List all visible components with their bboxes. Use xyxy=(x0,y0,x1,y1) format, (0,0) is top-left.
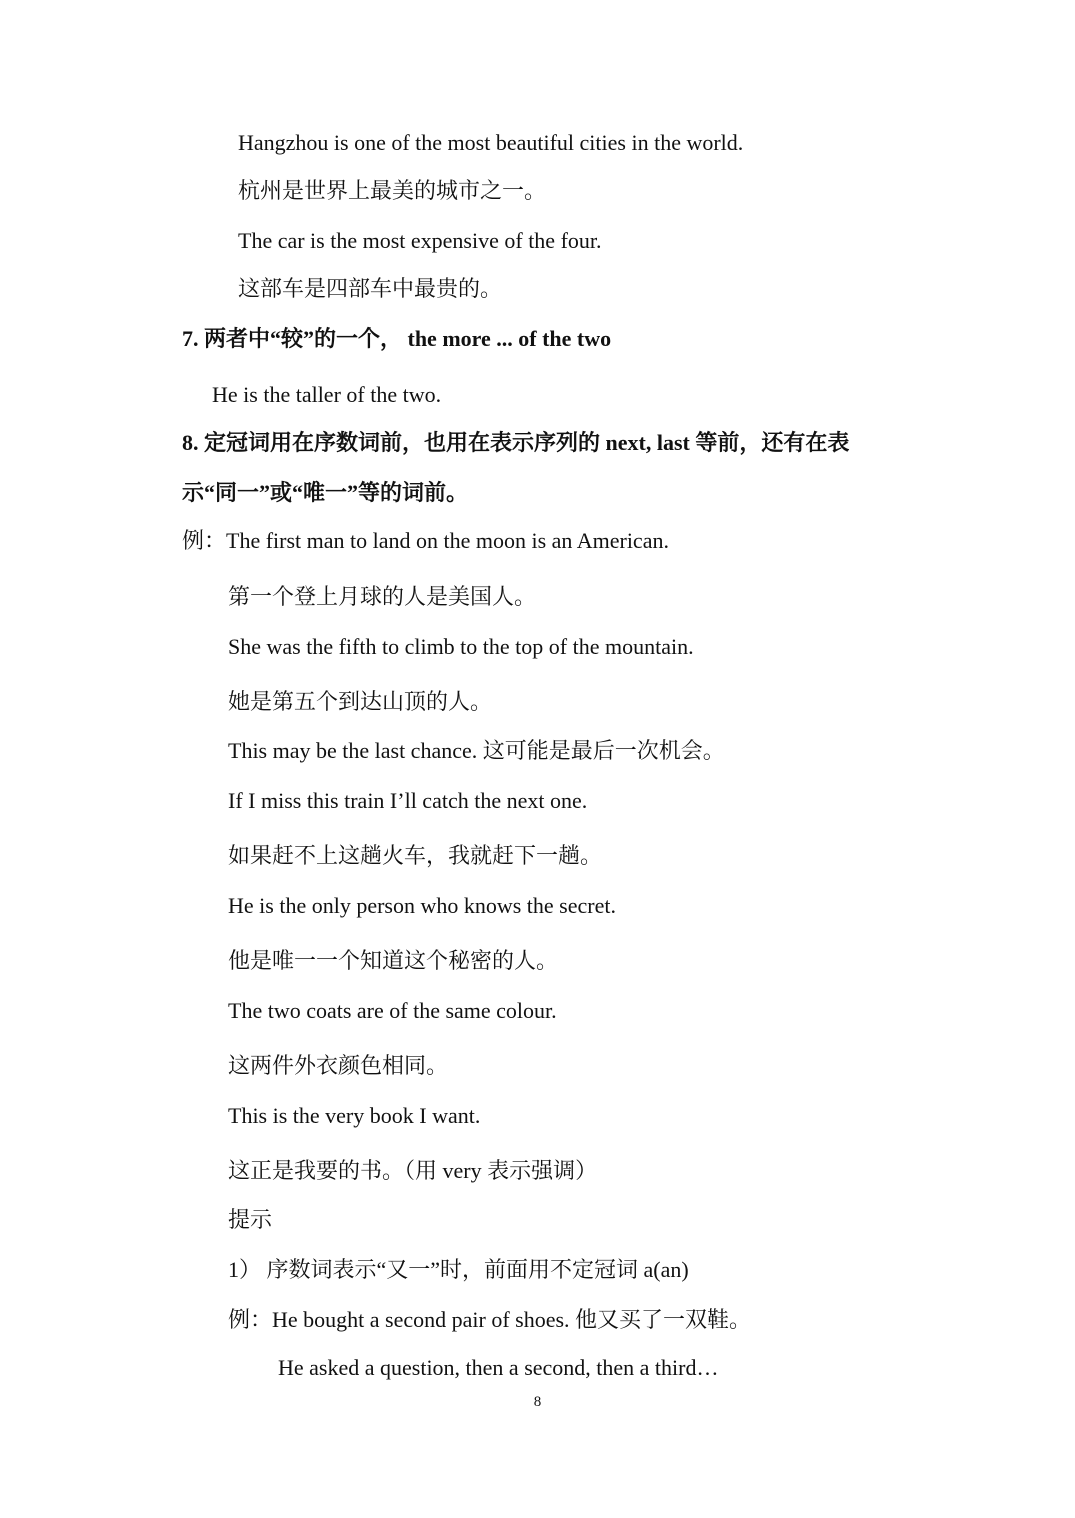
example-sentence-zh: 第一个登上月球的人是美国人。 xyxy=(228,584,537,609)
example-sentence-zh: 他是唯一一个知道这个秘密的人。 xyxy=(228,948,559,973)
example-sentence-zh: 这部车是四部车中最贵的。 xyxy=(238,276,503,301)
tip-item-1: 1） 序数词表示“又一”时，前面用不定冠词 a(an) xyxy=(228,1257,689,1282)
section-heading-7: 7. 两者中“较”的一个， the more ... of the two xyxy=(182,326,612,351)
section-heading-8: 8. 定冠词用在序数词前，也用在表示序列的 next, last 等前，还有在表 xyxy=(182,430,850,455)
example-sentence-zh: 如果赶不上这趟火车，我就赶下一趟。 xyxy=(228,843,603,868)
section-heading-8-continued: 示“同一”或“唯一”等的词前。 xyxy=(182,480,469,505)
page-number: 8 xyxy=(533,1394,542,1410)
example-sentence-en: The two coats are of the same colour. xyxy=(228,998,557,1023)
example-sentence-zh: 这两件外衣颜色相同。 xyxy=(228,1053,449,1078)
example-sentence-zh: 杭州是世界上最美的城市之一。 xyxy=(238,178,547,203)
example-sentence-en: He is the only person who knows the secret. xyxy=(228,893,616,918)
example-sentence-mixed: This may be the last chance. 这可能是最后一次机会。 xyxy=(228,738,725,763)
example-sentence-en: This is the very book I want. xyxy=(228,1103,481,1128)
example-sentence-en: She was the fifth to climb to the top of the mountain. xyxy=(228,634,694,659)
example-sentence-en: 例：The first man to land on the moon is an American. xyxy=(182,528,669,553)
example-sentence-mixed: 例：He bought a second pair of shoes. 他又买了一双鞋。 xyxy=(228,1307,752,1332)
example-sentence-en: He is the taller of the two. xyxy=(212,382,442,407)
tip-label: 提示 xyxy=(228,1207,273,1232)
example-sentence-en: The car is the most expensive of the four. xyxy=(238,228,602,253)
example-sentence-en: He asked a question, then a second, then a third… xyxy=(278,1355,719,1380)
example-sentence-zh: 这正是我要的书。（用 very 表示强调） xyxy=(228,1158,598,1183)
example-sentence-en: Hangzhou is one of the most beautiful cities in the world. xyxy=(238,130,744,155)
example-sentence-zh: 她是第五个到达山顶的人。 xyxy=(228,689,493,714)
example-sentence-en: If I miss this train I’ll catch the next one. xyxy=(228,788,588,813)
